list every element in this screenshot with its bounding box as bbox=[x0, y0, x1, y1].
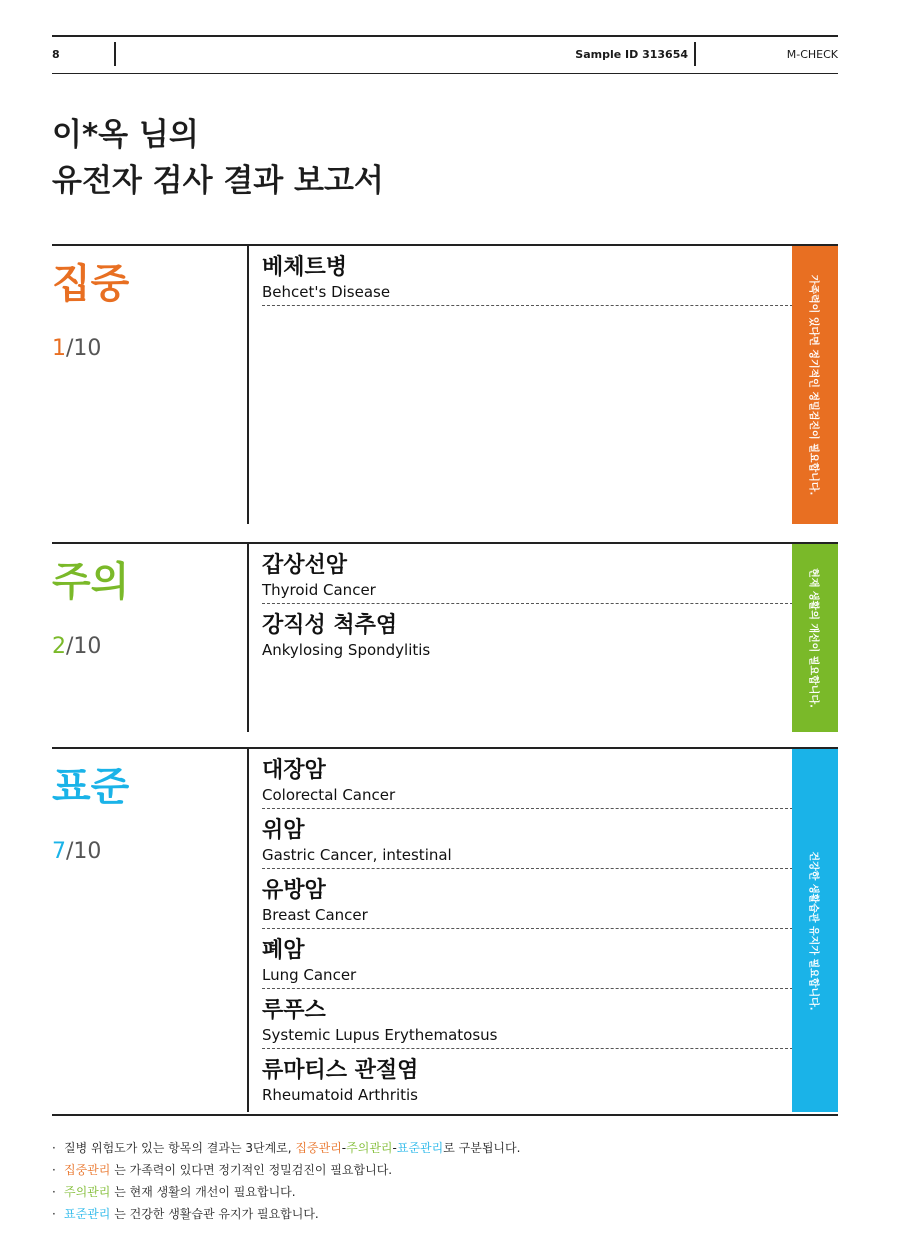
count-number: 1 bbox=[52, 336, 66, 361]
item-name-ko: 루푸스 bbox=[262, 998, 326, 1023]
section-standard bbox=[52, 747, 838, 1112]
item-name-ko: 베체트병 bbox=[262, 255, 348, 280]
bullet: · bbox=[52, 1163, 56, 1177]
note-text: 는 가족력이 있다면 정기적인 정밀검진이 필요합니다. bbox=[114, 1163, 393, 1177]
list-item bbox=[262, 749, 793, 809]
item-name-en: Colorectal Cancer bbox=[262, 786, 396, 804]
header-divider bbox=[694, 42, 696, 66]
section-count bbox=[52, 336, 101, 361]
page-number: 8 bbox=[52, 48, 60, 61]
item-name-ko: 위암 bbox=[262, 818, 305, 843]
side-bar-text: 가족력이 있다면 정기적인 정밀검진이 필요합니다. bbox=[807, 274, 819, 496]
item-name-ko: 강직성 척추염 bbox=[262, 613, 398, 638]
count-number: 7 bbox=[52, 839, 66, 864]
bottom-divider bbox=[52, 1114, 838, 1116]
brand-name: M-CHECK bbox=[786, 48, 838, 61]
level-focus: 집중관리 bbox=[295, 1141, 342, 1155]
report-title bbox=[52, 112, 384, 204]
note-line bbox=[52, 1181, 520, 1203]
section-label: 표준 bbox=[52, 764, 130, 810]
report-title-line2: 유전자 검사 결과 보고서 bbox=[52, 163, 384, 199]
list-item bbox=[262, 604, 793, 663]
count-total: /10 bbox=[66, 634, 102, 659]
item-name-en: Gastric Cancer, intestinal bbox=[262, 846, 452, 864]
level-standard: 표준관리 bbox=[64, 1207, 111, 1221]
level-caution: 주의관리 bbox=[64, 1185, 111, 1199]
item-name-en: Breast Cancer bbox=[262, 906, 368, 924]
note-line bbox=[52, 1159, 520, 1181]
side-bar-text: 현재 생활의 개선이 필요합니다. bbox=[807, 568, 819, 708]
note-text: 는 현재 생활의 개선이 필요합니다. bbox=[114, 1185, 296, 1199]
list-item bbox=[262, 989, 793, 1049]
note-text: 질병 위험도가 있는 항목의 결과는 3단계로, bbox=[64, 1141, 292, 1155]
item-name-ko: 폐암 bbox=[262, 938, 305, 963]
bullet: · bbox=[52, 1141, 56, 1155]
level-caution: 주의관리 bbox=[346, 1141, 393, 1155]
level-focus: 집중관리 bbox=[64, 1163, 111, 1177]
note-line bbox=[52, 1137, 520, 1159]
section-divider bbox=[247, 246, 249, 524]
page-header bbox=[52, 35, 838, 74]
item-name-ko: 류마티스 관절염 bbox=[262, 1058, 419, 1083]
level-separator: - bbox=[341, 1141, 347, 1155]
list-item bbox=[262, 809, 793, 869]
item-name-en: Systemic Lupus Erythematosus bbox=[262, 1026, 498, 1044]
item-list bbox=[262, 749, 793, 1108]
section-divider bbox=[247, 544, 249, 732]
count-total: /10 bbox=[66, 839, 102, 864]
list-item bbox=[262, 869, 793, 929]
note-text: 는 건강한 생활습관 유지가 필요합니다. bbox=[114, 1207, 319, 1221]
item-name-en: Ankylosing Spondylitis bbox=[262, 641, 431, 659]
bullet: · bbox=[52, 1185, 56, 1199]
list-item bbox=[262, 1049, 793, 1108]
section-label: 집중 bbox=[52, 261, 130, 307]
note-line bbox=[52, 1203, 520, 1225]
level-standard: 표준관리 bbox=[396, 1141, 444, 1155]
item-name-en: Thyroid Cancer bbox=[262, 581, 376, 599]
item-name-ko: 대장암 bbox=[262, 758, 326, 783]
side-bar-text: 건강한 생활습관 유지가 필요합니다. bbox=[807, 850, 819, 1011]
list-item bbox=[262, 929, 793, 989]
item-name-en: Rheumatoid Arthritis bbox=[262, 1086, 418, 1104]
list-item bbox=[262, 246, 793, 306]
item-list bbox=[262, 544, 793, 663]
section-label: 주의 bbox=[52, 559, 130, 605]
count-number: 2 bbox=[52, 634, 66, 659]
section-count bbox=[52, 634, 101, 659]
section-focus bbox=[52, 244, 838, 524]
header-divider bbox=[114, 42, 116, 66]
section-divider bbox=[247, 749, 249, 1112]
note-text: 로 구분됩니다. bbox=[443, 1141, 521, 1155]
side-bar bbox=[792, 749, 838, 1112]
section-count bbox=[52, 839, 101, 864]
item-name-en: Behcet's Disease bbox=[262, 283, 391, 301]
bullet: · bbox=[52, 1207, 56, 1221]
side-bar bbox=[792, 246, 838, 524]
side-bar bbox=[792, 544, 838, 732]
item-name-ko: 유방암 bbox=[262, 878, 326, 903]
level-separator: - bbox=[392, 1141, 397, 1155]
section-caution bbox=[52, 542, 838, 732]
item-name-en: Lung Cancer bbox=[262, 966, 357, 984]
report-title-line1: 이*옥 님의 bbox=[52, 117, 199, 153]
item-list bbox=[262, 246, 793, 306]
sample-id: Sample ID 313654 bbox=[575, 48, 688, 61]
list-item bbox=[262, 544, 793, 604]
count-total: /10 bbox=[66, 336, 102, 361]
legend-notes bbox=[52, 1137, 520, 1225]
item-name-ko: 갑상선암 bbox=[262, 553, 348, 578]
